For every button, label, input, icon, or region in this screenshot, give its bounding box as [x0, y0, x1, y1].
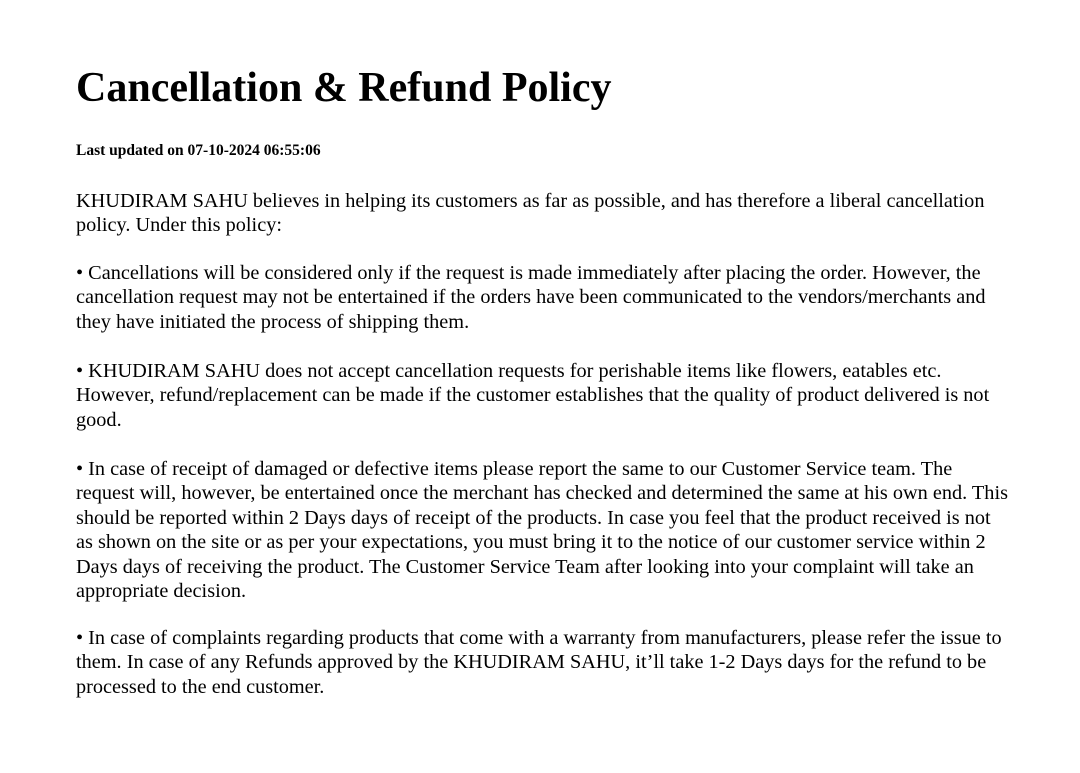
policy-point-cancellation-timing: • Cancellations will be considered only if the request is made immediately after placing the order. However, the cancellation request may not be entertained if the orders have been communicated to the vendors/merchants and they have initiated the process of shipping them.	[76, 262, 986, 333]
policy-point-warranty-refunds: • In case of complaints regarding products that come with a warranty from manufacturers, please refer the issue to them. In case of any Refunds approved by the KHUDIRAM SAHU, it’ll take 1-2 Days days for the refund to be processed to the end customer.	[76, 627, 1002, 698]
policy-point-damaged-items: • In case of receipt of damaged or defective items please report the same to our Customer Service team. The request will, however, be entertained once the merchant has checked and determined the same at his own end. This should be reported within 2 Days days of receipt of the products. In case you feel that the product received is not as shown on the site or as per your expectations, you must bring it to the notice of our customer service within 2 Days days of receiving the product. The Customer Service Team after looking into your complaint will take an appropriate decision.	[76, 458, 1008, 603]
page-title: Cancellation & Refund Policy	[76, 65, 612, 111]
last-updated-text: Last updated on 07-10-2024 06:55:06	[76, 142, 321, 159]
policy-point-perishable-items: • KHUDIRAM SAHU does not accept cancellation requests for perishable items like flowers, eatables etc. However, refund/replacement can be made if the customer establishes that the quality of product delivered is not good.	[76, 360, 990, 431]
intro-paragraph: KHUDIRAM SAHU believes in helping its customers as far as possible, and has therefore a liberal cancellation policy. Under this policy:	[76, 190, 985, 237]
